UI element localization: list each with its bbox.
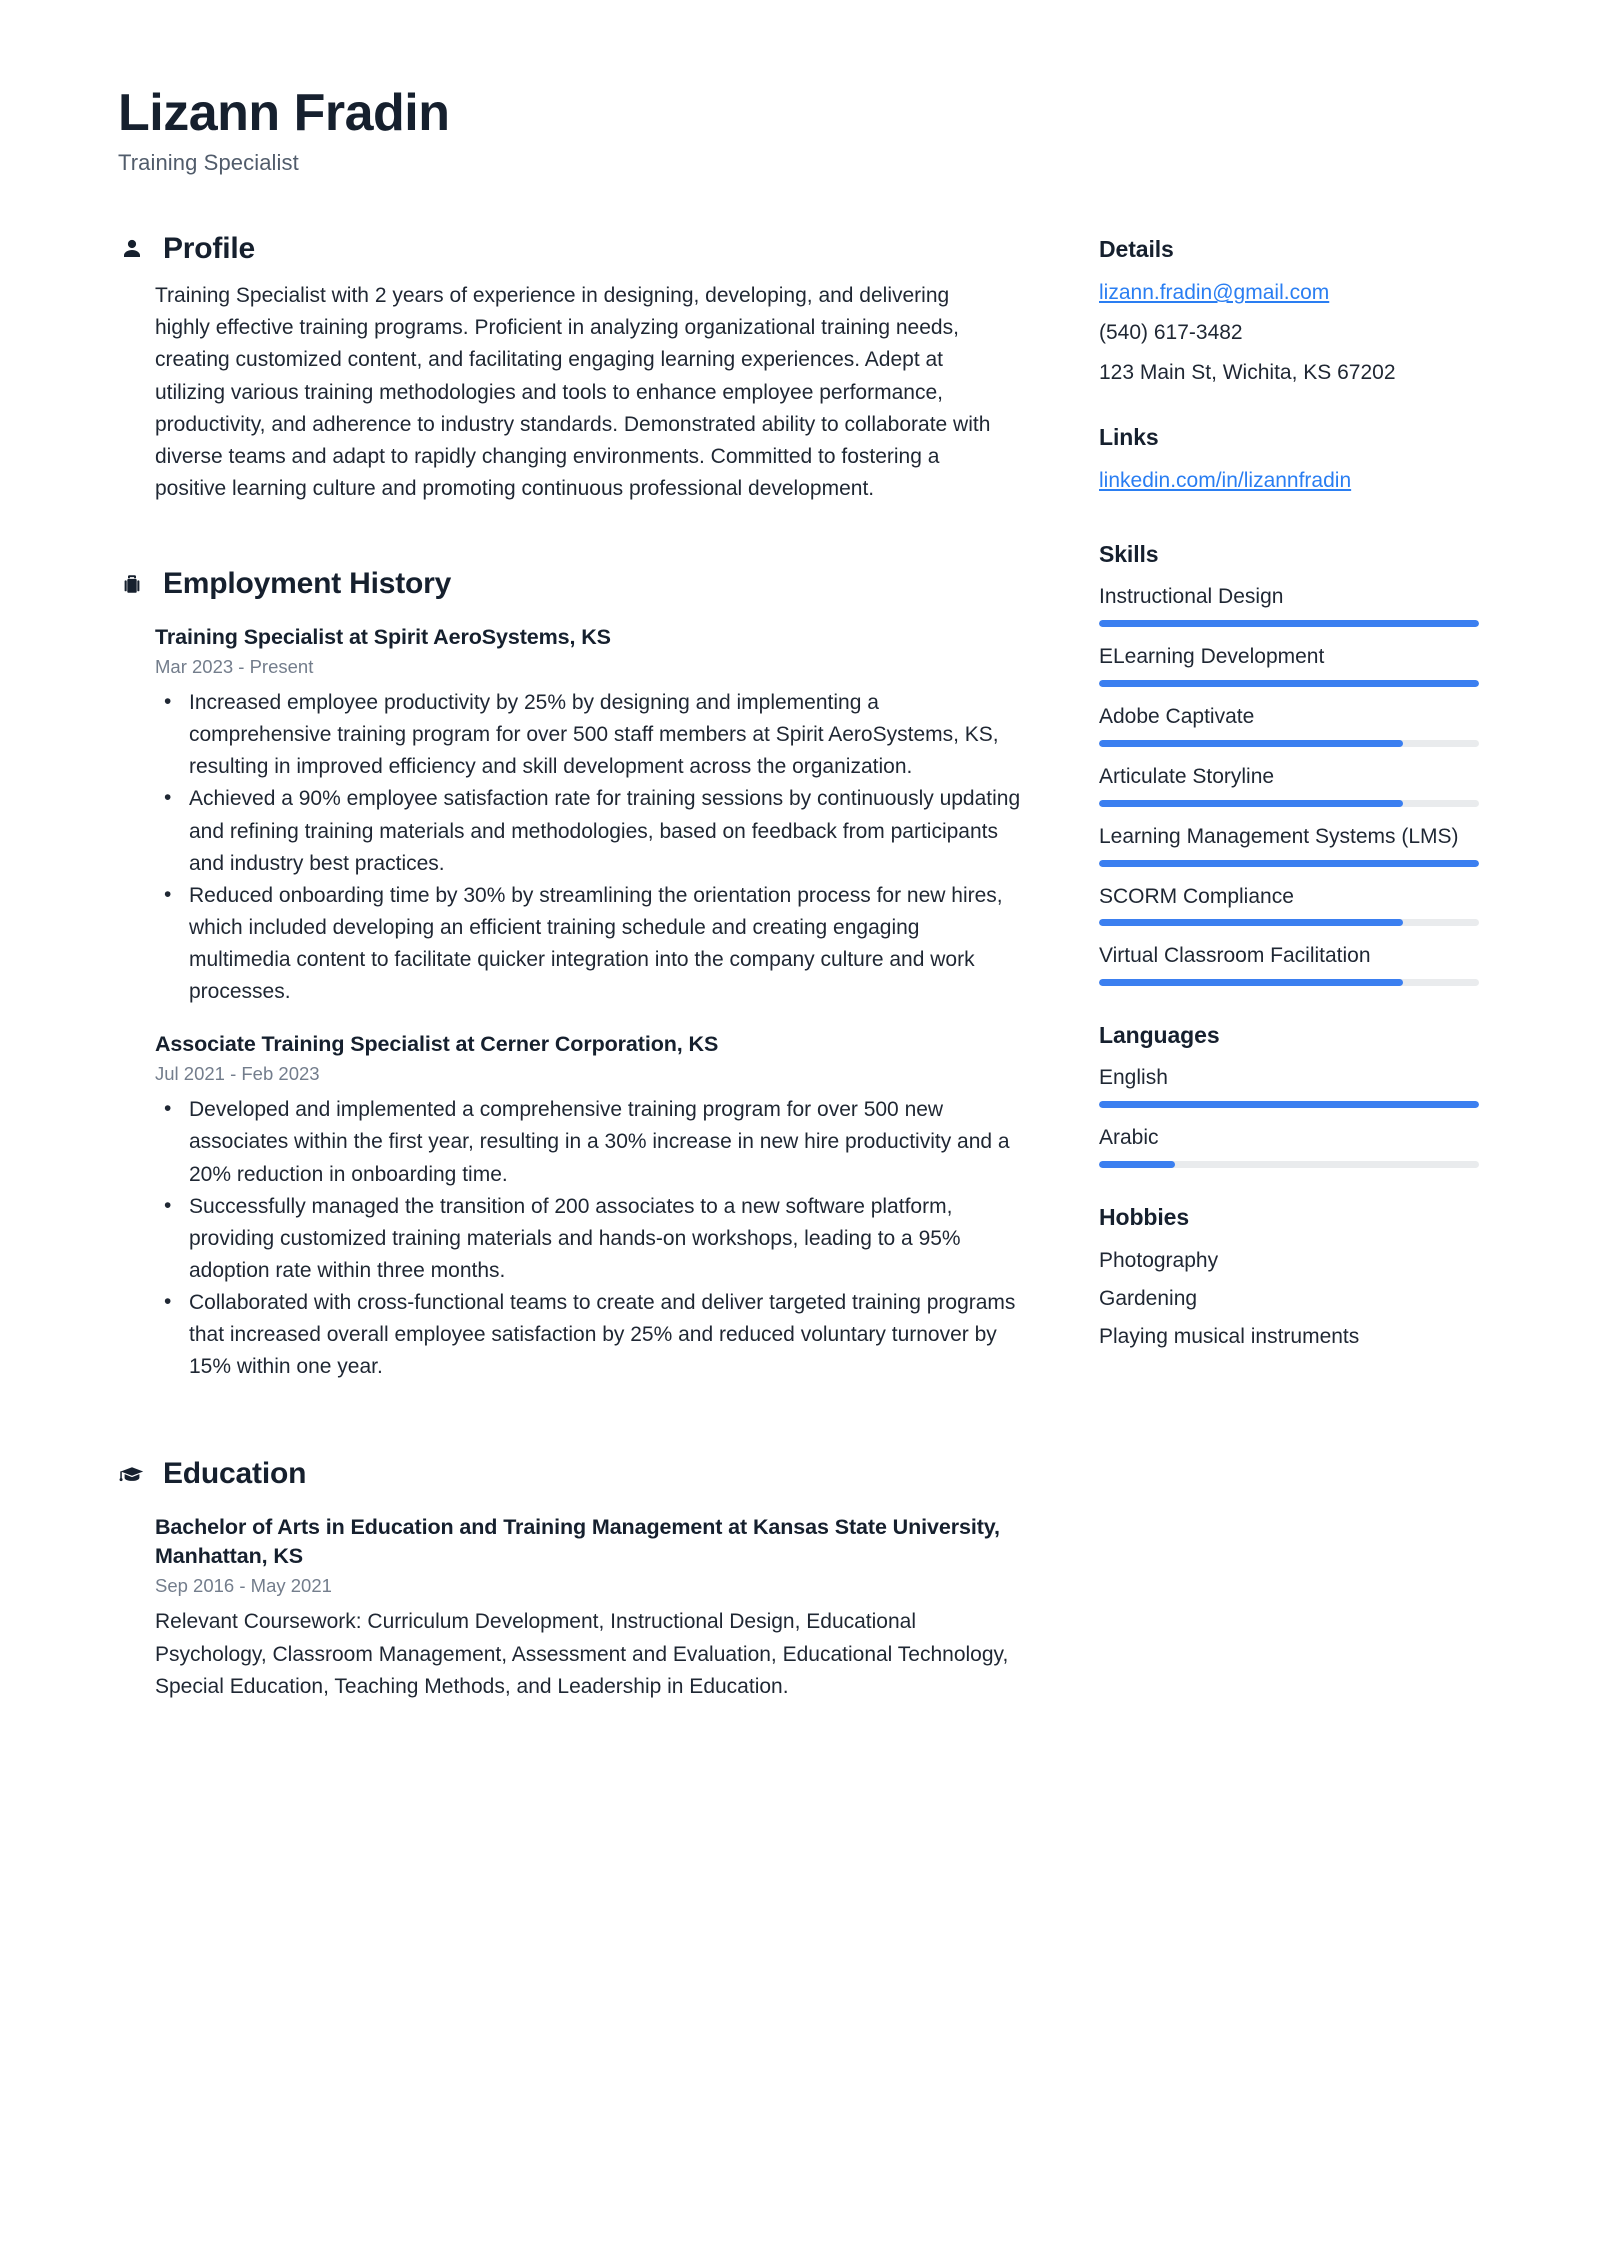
language-item xyxy=(1099,1123,1499,1168)
employment-entry-title: Training Specialist at Spirit AeroSystems, KS xyxy=(155,625,611,650)
skill-meter-track xyxy=(1099,680,1479,687)
skill-item xyxy=(1099,882,1499,927)
skill-meter-track xyxy=(1099,919,1479,926)
education-entry-title: Bachelor of Arts in Education and Training Management at Kansas State University, Manhattan, KS xyxy=(155,1515,1000,1569)
skill-item xyxy=(1099,822,1499,867)
skill-item xyxy=(1099,762,1499,807)
education-section xyxy=(118,1457,1023,1702)
education-section-header xyxy=(118,1457,1023,1491)
employment-entry xyxy=(118,623,1023,1008)
links-heading: Links xyxy=(1099,424,1159,451)
skill-item xyxy=(1099,702,1499,747)
resume-columns xyxy=(0,232,1600,1713)
skill-label: Instructional Design xyxy=(1099,585,1284,609)
hobbies-heading: Hobbies xyxy=(1099,1203,1190,1230)
list-item: • Collaborated with cross-functional teams to create and deliver targeted training programs that increased overall employee satisfaction by 25% and reduced voluntary turnover by 15% within one year. xyxy=(189,1287,1023,1383)
skill-label: ELearning Development xyxy=(1099,645,1325,669)
phone-text: (540) 617-3482 xyxy=(1099,321,1243,345)
education-entry-date: Sep 2016 - May 2021 xyxy=(155,1575,332,1597)
skill-label: SCORM Compliance xyxy=(1099,884,1294,908)
skill-label: Adobe Captivate xyxy=(1099,705,1255,729)
skill-label: Articulate Storyline xyxy=(1099,764,1275,788)
skill-meter-fill xyxy=(1099,860,1479,867)
skill-meter-fill xyxy=(1099,620,1479,627)
briefcase-icon xyxy=(118,570,146,598)
spacer xyxy=(118,1393,1023,1457)
skill-meter-track xyxy=(1099,740,1479,747)
employment-entry xyxy=(118,1030,1023,1383)
skills-block xyxy=(1099,541,1499,986)
education-entry-description: Relevant Coursework: Curriculum Development, Instructional Design, Educational Psychology, Classroom Management, Assessment and Evaluation, Educational Technology, Special Education, Teaching Methods, and Leadership in Education. xyxy=(155,1610,1009,1698)
profile-section-header xyxy=(118,232,1023,266)
hobby-item: Playing musical instruments xyxy=(1099,1324,1360,1348)
hobby-item: Gardening xyxy=(1099,1286,1198,1310)
language-item xyxy=(1099,1063,1499,1108)
profile-section xyxy=(118,232,1023,505)
language-meter-fill xyxy=(1099,1101,1479,1108)
employment-section-header xyxy=(118,567,1023,601)
education-heading: Education xyxy=(163,1457,307,1491)
profile-heading: Profile xyxy=(163,232,255,266)
candidate-name: Lizann Fradin xyxy=(118,84,450,142)
language-meter-track xyxy=(1099,1101,1479,1108)
skill-label: Learning Management Systems (LMS) xyxy=(1099,824,1459,848)
skill-label: Virtual Classroom Facilitation xyxy=(1099,944,1371,968)
email-link[interactable]: lizann.fradin@gmail.com xyxy=(1099,281,1330,305)
resume-header xyxy=(0,0,1600,176)
employment-entry-bullets xyxy=(155,1094,1023,1383)
spacer xyxy=(118,515,1023,567)
profile-text: Training Specialist with 2 years of experience in designing, developing, and delivering highly effective training programs. Proficient in analyzing organizational training needs, creating customized content, and facilitating engaging learning experiences. Adept at utilizing various training methodologies and tools to enhance employee performance, productivity, and adherence to industry standards. Demonstrated ability to collaborate with diverse teams and adapt to rapidly changing environments. Committed to fostering a positive learning culture and promoting continuous professional development. xyxy=(155,284,991,500)
languages-heading: Languages xyxy=(1099,1022,1220,1049)
skill-meter-track xyxy=(1099,800,1479,807)
employment-entry-date: Mar 2023 - Present xyxy=(155,656,314,678)
skills-heading: Skills xyxy=(1099,541,1159,568)
linkedin-link[interactable]: linkedin.com/in/lizannfradin xyxy=(1099,469,1352,493)
skill-meter-fill xyxy=(1099,979,1403,986)
skill-meter-fill xyxy=(1099,680,1479,687)
list-item: • Increased employee productivity by 25% by designing and implementing a comprehensive training program for over 500 staff members at Spirit AeroSystems, KS, resulting in improved efficiency and skill development across the organization. xyxy=(189,687,1023,783)
details-heading: Details xyxy=(1099,236,1174,263)
links-block xyxy=(1099,424,1499,505)
list-item: • Developed and implemented a comprehensive training program for over 500 new associates within the first year, resulting in a 30% increase in new hire productivity and a 20% reduction in onboarding time. xyxy=(189,1094,1023,1190)
sidebar-column xyxy=(1099,232,1499,1388)
education-entry xyxy=(118,1513,1023,1702)
employment-entry-bullets xyxy=(155,687,1023,1008)
skill-meter-track xyxy=(1099,860,1479,867)
hobbies-block xyxy=(1099,1204,1499,1353)
details-block xyxy=(1099,236,1499,388)
skill-meter-track xyxy=(1099,620,1479,627)
skill-item xyxy=(1099,642,1499,687)
skill-item xyxy=(1099,582,1499,627)
skill-meter-fill xyxy=(1099,919,1403,926)
candidate-job-title: Training Specialist xyxy=(118,150,299,176)
skill-meter-fill xyxy=(1099,740,1403,747)
skill-item xyxy=(1099,941,1499,986)
language-label: Arabic xyxy=(1099,1125,1159,1149)
list-item: • Reduced onboarding time by 30% by streamlining the orientation process for new hires, which included developing an efficient training schedule and creating engaging multimedia content to facilitate quicker integration into the company culture and work processes. xyxy=(189,880,1023,1009)
employment-heading: Employment History xyxy=(163,567,452,601)
list-item: • Achieved a 90% employee satisfaction rate for training sessions by continuously updating and refining training materials and methodologies, based on feedback from participants and industry best practices. xyxy=(189,783,1023,879)
graduation-cap-icon xyxy=(118,1460,146,1488)
person-icon xyxy=(118,235,146,263)
employment-entry-title: Associate Training Specialist at Cerner Corporation, KS xyxy=(155,1032,719,1057)
employment-section xyxy=(118,567,1023,1383)
languages-block xyxy=(1099,1022,1499,1168)
language-meter-track xyxy=(1099,1161,1479,1168)
employment-entry-date: Jul 2021 - Feb 2023 xyxy=(155,1063,320,1085)
language-label: English xyxy=(1099,1066,1168,1090)
hobby-item: Photography xyxy=(1099,1248,1219,1272)
list-item: • Successfully managed the transition of 200 associates to a new software platform, providing customized training materials and hands-on workshops, leading to a 95% adoption rate within three months. xyxy=(189,1191,1023,1287)
language-meter-fill xyxy=(1099,1161,1175,1168)
address-text: 123 Main St, Wichita, KS 67202 xyxy=(1099,361,1396,385)
skill-meter-track xyxy=(1099,979,1479,986)
main-column xyxy=(118,232,1023,1713)
skill-meter-fill xyxy=(1099,800,1403,807)
